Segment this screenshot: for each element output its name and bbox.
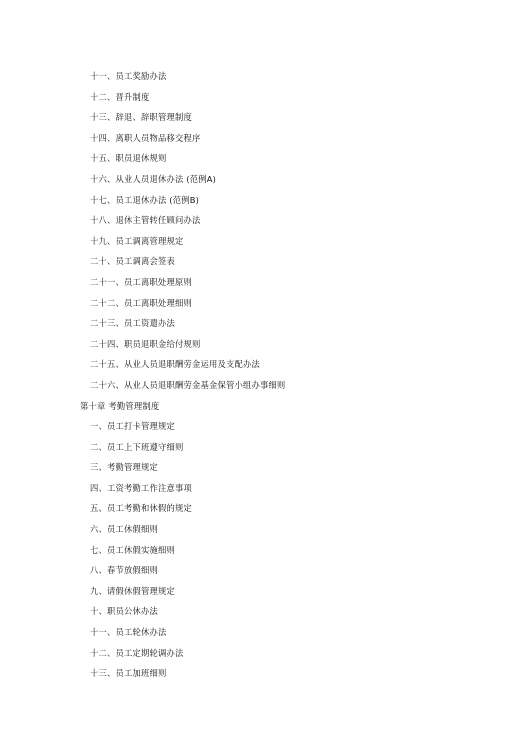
toc-item: 十四、离职人员物品移交程序 — [90, 132, 201, 143]
toc-item: 二十六、从业人员退职酬劳金基金保管小组办事细则 — [90, 379, 286, 390]
toc-item: 十一、员工轮休办法 — [90, 627, 167, 638]
toc-item: 二十一、员工离职处理原则 — [90, 276, 192, 287]
toc-item: 二十三、员工资遣办法 — [90, 318, 175, 329]
toc-item: 二、员工上下班遵守细则 — [90, 441, 184, 452]
toc-item: 九、请假休假管理规定 — [90, 585, 175, 596]
toc-item: 十三、员工加班细则 — [90, 668, 167, 679]
toc-item: 二十四、职员退职金给付规则 — [90, 338, 201, 349]
chapter-heading: 第十章 考勤管理制度 — [80, 400, 160, 411]
toc-item: 十一、员工奖励办法 — [90, 71, 167, 81]
toc-item: 十八、退休主管转任顾问办法 — [90, 215, 201, 226]
toc-item: 七、员工休假实施细则 — [90, 544, 175, 555]
toc-item: 三、考勤管理规定 — [90, 462, 158, 473]
toc-item: 十、职员公休办法 — [90, 606, 158, 617]
toc-item: 十二、晋升制度 — [90, 91, 150, 102]
table-of-contents — [0, 66, 529, 684]
toc-item: 十五、职员退休规则 — [90, 153, 167, 164]
toc-item: 二十二、员工离职处理细则 — [90, 297, 192, 308]
toc-item: 二十、员工调离会签表 — [90, 256, 175, 267]
toc-item: 十七、员工退休办法 (范例B) — [90, 194, 200, 205]
toc-item: 一、员工打卡管理规定 — [90, 421, 175, 432]
toc-item: 十三、辞退、辞职管理制度 — [90, 112, 192, 123]
toc-item: 五、员工考勤和休假的规定 — [90, 503, 192, 514]
toc-item: 十二、员工定期轮调办法 — [90, 647, 184, 658]
toc-item: 二十五、从业人员退职酬劳金运用及支配办法 — [90, 359, 260, 370]
toc-item: 六、员工休假细则 — [90, 524, 158, 535]
toc-item: 十九、员工调离管理规定 — [90, 235, 184, 246]
toc-item: 八、春节放假细则 — [90, 565, 158, 576]
toc-item: 四、工资考勤工作注意事项 — [90, 482, 192, 493]
toc-item: 十六、从业人员退休办法 (范例A) — [90, 173, 217, 184]
